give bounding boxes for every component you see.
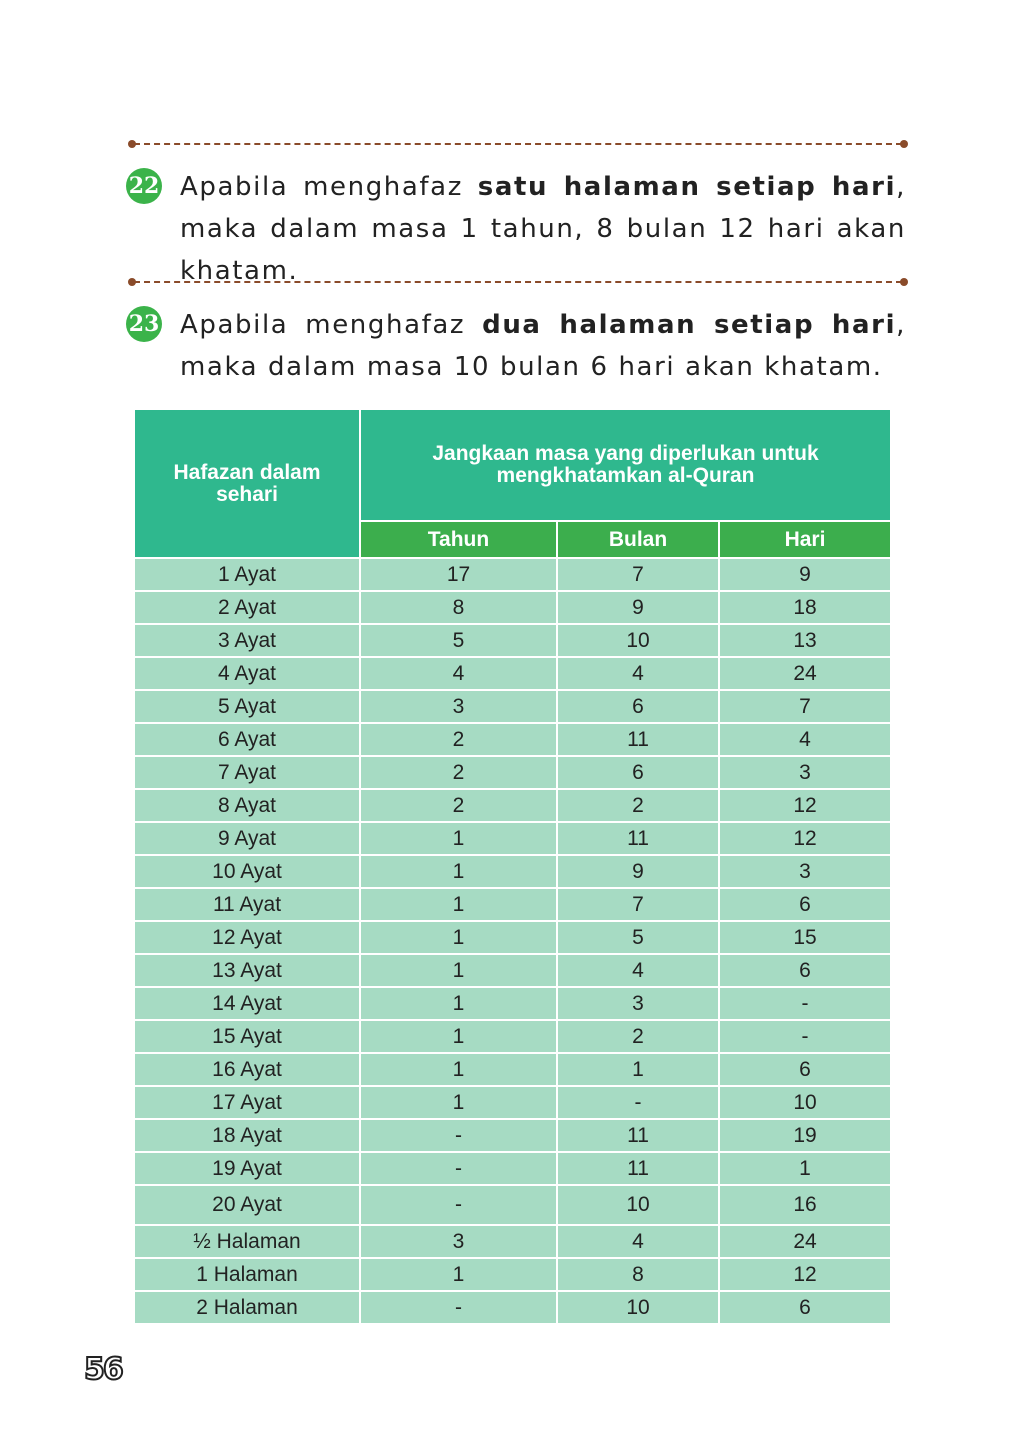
table-cell: -	[360, 1291, 557, 1324]
table-cell: 24	[719, 657, 891, 690]
item-text-bold: dua halaman setiap hari	[482, 310, 897, 340]
table-cell: 19	[719, 1119, 891, 1152]
table-row	[134, 657, 891, 690]
table-cell: 3	[719, 756, 891, 789]
table-cell: 6	[719, 1053, 891, 1086]
table-row	[134, 756, 891, 789]
table-cell: 8	[557, 1258, 719, 1291]
table-cell: 15	[719, 921, 891, 954]
table-cell: 11	[557, 723, 719, 756]
table-cell: 11	[557, 1152, 719, 1185]
table-cell: 10	[557, 1185, 719, 1225]
table-cell: 1	[360, 1258, 557, 1291]
table-row	[134, 723, 891, 756]
table-cell: 2 Ayat	[134, 591, 360, 624]
table-cell: 5 Ayat	[134, 690, 360, 723]
table-cell: -	[360, 1185, 557, 1225]
page-number: 56	[84, 1352, 122, 1387]
khatam-duration-table	[133, 408, 892, 1325]
table-cell: 2	[360, 756, 557, 789]
column-header-tahun: Tahun	[360, 521, 557, 558]
table-row	[134, 822, 891, 855]
table-cell: 10	[557, 624, 719, 657]
divider-top	[128, 142, 908, 146]
table-row	[134, 954, 891, 987]
table-cell: 1	[360, 1086, 557, 1119]
table-body	[134, 558, 891, 1324]
table-cell: 2	[557, 1020, 719, 1053]
table-cell: 12	[719, 1258, 891, 1291]
table-cell: 10	[557, 1291, 719, 1324]
table-row	[134, 1086, 891, 1119]
table-cell: -	[360, 1119, 557, 1152]
table-cell: 19 Ayat	[134, 1152, 360, 1185]
table-cell: ½ Halaman	[134, 1225, 360, 1258]
table-cell: 1	[360, 855, 557, 888]
table-cell: 4	[557, 1225, 719, 1258]
table-cell: 1 Halaman	[134, 1258, 360, 1291]
table-cell: 1	[360, 888, 557, 921]
table-cell: 6	[719, 888, 891, 921]
table-row	[134, 1225, 891, 1258]
table-row	[134, 921, 891, 954]
table-row	[134, 1020, 891, 1053]
header-jangkaan: Jangkaan masa yang diperlukan untuk mengkhatamkan al-Quran	[360, 409, 891, 521]
table-row	[134, 1152, 891, 1185]
table-cell: 2	[557, 789, 719, 822]
table-cell: 1	[360, 822, 557, 855]
table-row	[134, 855, 891, 888]
table-cell: 1	[360, 954, 557, 987]
table-cell: 3	[360, 1225, 557, 1258]
table-cell: 6 Ayat	[134, 723, 360, 756]
table-cell: 12	[719, 789, 891, 822]
table-cell: 9 Ayat	[134, 822, 360, 855]
number-badge: 23	[126, 306, 162, 342]
table-cell: 13 Ayat	[134, 954, 360, 987]
table-cell: 16 Ayat	[134, 1053, 360, 1086]
table-cell: 1	[557, 1053, 719, 1086]
table-cell: 5	[360, 624, 557, 657]
table-row	[134, 591, 891, 624]
table-row	[134, 1258, 891, 1291]
table-cell: 4	[557, 657, 719, 690]
table-cell: 14 Ayat	[134, 987, 360, 1020]
table-cell: 11 Ayat	[134, 888, 360, 921]
table-cell: 4	[360, 657, 557, 690]
item-23	[126, 304, 906, 388]
table-cell: 20 Ayat	[134, 1185, 360, 1225]
divider-dot-icon	[900, 140, 908, 148]
table-row	[134, 1185, 891, 1225]
table-row	[134, 1053, 891, 1086]
table-row	[134, 624, 891, 657]
table-row	[134, 789, 891, 822]
table-cell: 6	[557, 756, 719, 789]
table-cell: 5	[557, 921, 719, 954]
table-row	[134, 690, 891, 723]
table-cell: 9	[719, 558, 891, 591]
table-cell: 3	[719, 855, 891, 888]
table-cell: 11	[557, 1119, 719, 1152]
item-text: Apabila menghafaz satu halaman setiap hari, maka dalam masa 1 tahun, 8 bulan 12 hari akan khatam.	[180, 172, 906, 286]
item-22	[126, 166, 906, 292]
column-header-hari: Hari	[719, 521, 891, 558]
table-row	[134, 987, 891, 1020]
table-cell: 12 Ayat	[134, 921, 360, 954]
table-cell: 7 Ayat	[134, 756, 360, 789]
table-cell: 2 Halaman	[134, 1291, 360, 1324]
table-cell: 17	[360, 558, 557, 591]
item-text: Apabila menghafaz dua halaman setiap hari, maka dalam masa 10 bulan 6 hari akan khatam.	[180, 310, 906, 382]
table-cell: 4	[719, 723, 891, 756]
table-cell: 1	[360, 1020, 557, 1053]
table-cell: 1 Ayat	[134, 558, 360, 591]
table-row	[134, 1119, 891, 1152]
table-cell: 11	[557, 822, 719, 855]
table-cell: 1	[360, 1053, 557, 1086]
table-cell: 7	[557, 888, 719, 921]
table-cell: 3	[557, 987, 719, 1020]
table-cell: 17 Ayat	[134, 1086, 360, 1119]
table-cell: -	[719, 987, 891, 1020]
table-cell: 1	[719, 1152, 891, 1185]
number-badge: 22	[126, 168, 162, 204]
table-cell: 15 Ayat	[134, 1020, 360, 1053]
table-cell: 1	[360, 987, 557, 1020]
column-header-bulan: Bulan	[557, 521, 719, 558]
table-cell: 3	[360, 690, 557, 723]
header-hafazan: Hafazan dalam sehari	[134, 409, 360, 558]
item-text-bold: satu halaman setiap hari	[477, 172, 897, 202]
table-cell: 6	[719, 1291, 891, 1324]
table-row	[134, 888, 891, 921]
table-cell: 10 Ayat	[134, 855, 360, 888]
divider-dot-icon	[900, 278, 908, 286]
table-cell: 7	[557, 558, 719, 591]
table-cell: 8	[360, 591, 557, 624]
table-cell: 2	[360, 789, 557, 822]
table-cell: 18 Ayat	[134, 1119, 360, 1152]
table-cell: 12	[719, 822, 891, 855]
table-cell: 6	[557, 690, 719, 723]
table-cell: 9	[557, 591, 719, 624]
table-cell: 18	[719, 591, 891, 624]
table-cell: 3 Ayat	[134, 624, 360, 657]
table-cell: 10	[719, 1086, 891, 1119]
table-row	[134, 1291, 891, 1324]
table-cell: 4 Ayat	[134, 657, 360, 690]
table-cell: 2	[360, 723, 557, 756]
table-cell: -	[719, 1020, 891, 1053]
table-cell: 7	[719, 690, 891, 723]
table-cell: 16	[719, 1185, 891, 1225]
table-cell: 9	[557, 855, 719, 888]
table-cell: 1	[360, 921, 557, 954]
table-cell: 6	[719, 954, 891, 987]
table-cell: 13	[719, 624, 891, 657]
table-cell: 4	[557, 954, 719, 987]
table-row	[134, 558, 891, 591]
table-cell: -	[360, 1152, 557, 1185]
table-cell: 8 Ayat	[134, 789, 360, 822]
divider-middle	[128, 280, 908, 284]
table-cell: 24	[719, 1225, 891, 1258]
table-cell: -	[557, 1086, 719, 1119]
